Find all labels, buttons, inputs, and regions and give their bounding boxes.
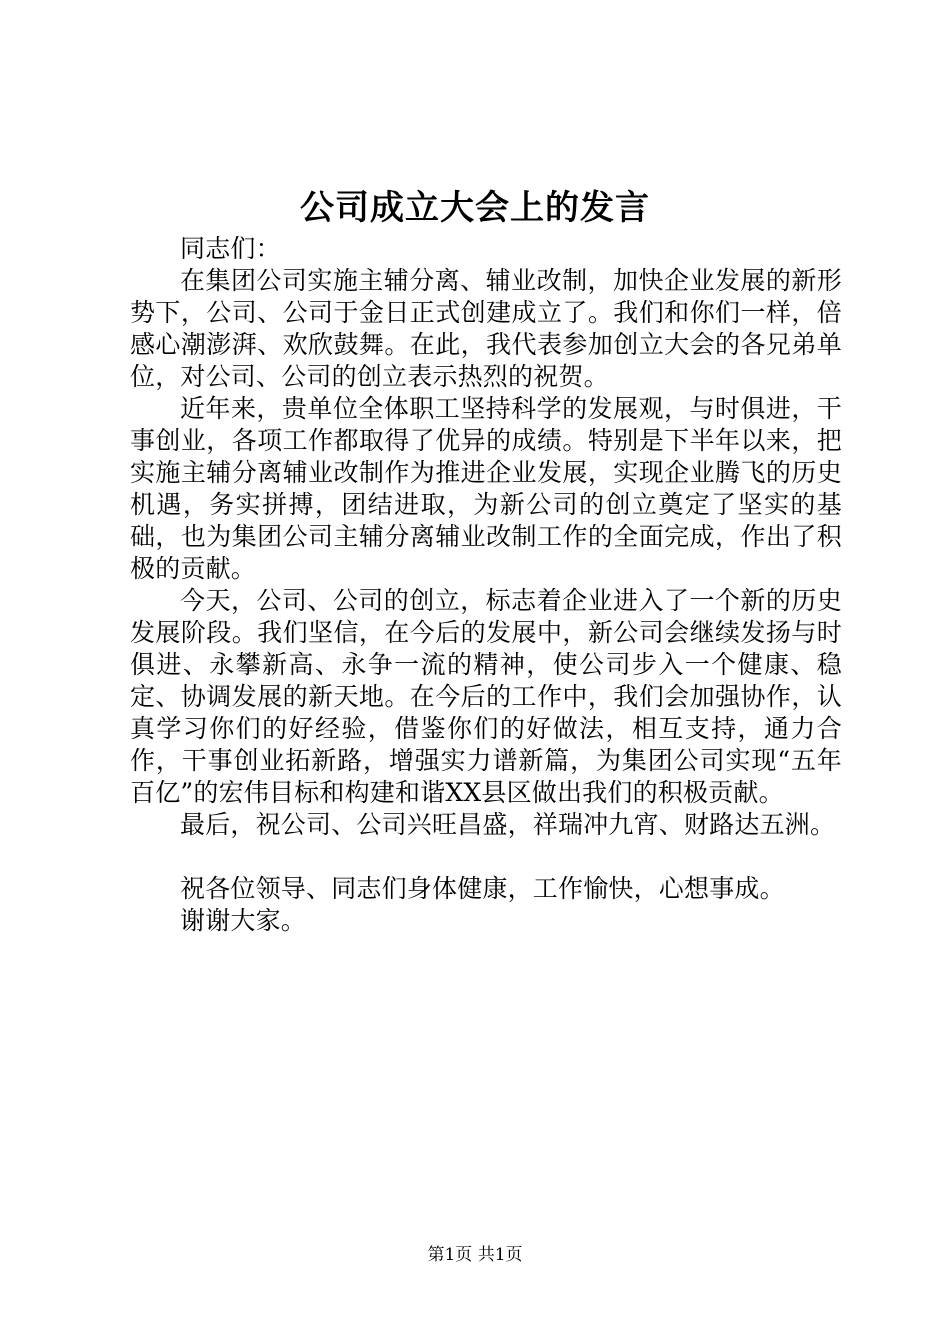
paragraph-gap bbox=[130, 841, 842, 873]
paragraph-2: 近年来，贵单位全体职工坚持科学的发展观，与时俱进，干事创业，各项工作都取得了优异的成绩。特别是下半年以来，把实施主辅分离辅业改制作为推进企业发展，实现企业腾飞的历史机遇，务实拼搏，团结进取，为新公司的创立奠定了坚实的基础，也为集团公司主辅分离辅业改制工作的全面完成，作出了积极的贡献。 bbox=[130, 394, 842, 583]
paragraph-1: 在集团公司实施主辅分离、辅业改制，加快企业发展的新形势下，公司、公司于金日正式创建成立了。我们和你们一样，倍感心潮澎湃、欢欣鼓舞。在此，我代表参加创立大会的各兄弟单位，对公司、公司的创立表示热烈的祝贺。 bbox=[130, 266, 842, 391]
paragraph-4: 最后，祝公司、公司兴旺昌盛，祥瑞冲九宵、财路达五洲。 bbox=[180, 810, 836, 839]
salutation: 同志们： bbox=[180, 234, 281, 263]
document-title: 公司成立大会上的发言 bbox=[300, 188, 650, 228]
document-body bbox=[130, 233, 842, 937]
closing-wish: 祝各位领导、同志们身体健康，工作愉快，心想事成。 bbox=[180, 874, 785, 903]
closing-thanks: 谢谢大家。 bbox=[180, 906, 307, 935]
paragraph-3: 今天，公司、公司的创立，标志着企业进入了一个新的历史发展阶段。我们坚信，在今后的发展中，新公司会继续发扬与时俱进、永攀新高、永争一流的精神，使公司步入一个健康、稳定、协调发展的新天地。在今后的工作中，我们会加强协作，认真学习你们的好经验，借鉴你们的好做法，相互支持，通力合作，干事创业拓新路，增强实力谱新篇，为集团公司实现“五年百亿”的宏伟目标和构建和谐XX县区做出我们的积极贡献。 bbox=[130, 586, 842, 807]
page-footer: 第1页 共1页 bbox=[427, 1245, 523, 1265]
